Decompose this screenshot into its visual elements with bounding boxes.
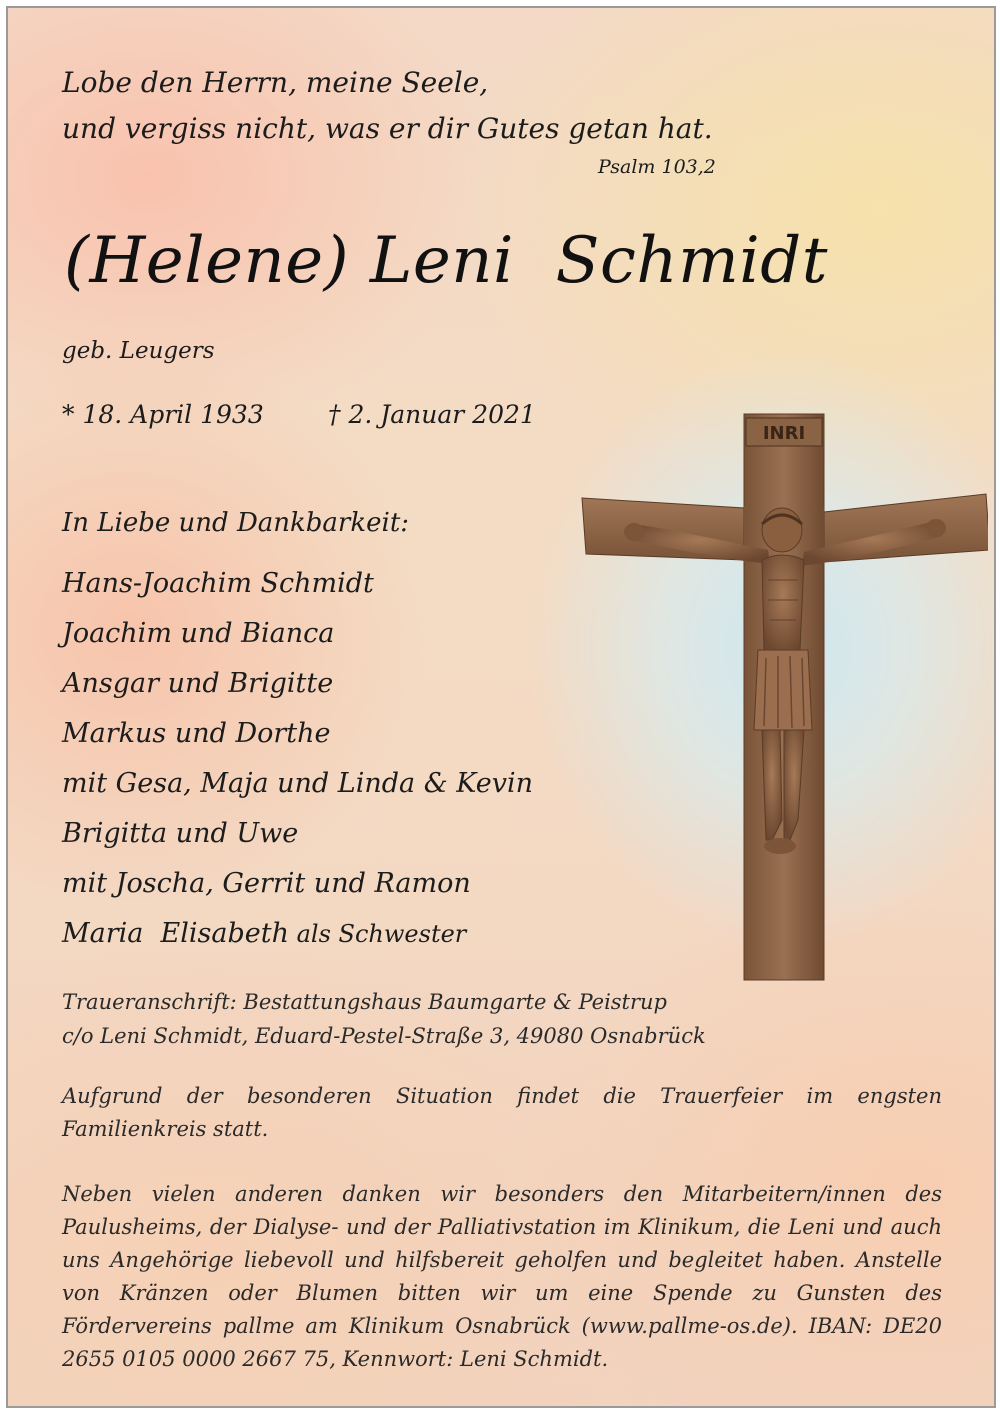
bible-verse-line-1: Lobe den Herrn, meine Seele, <box>62 66 489 99</box>
address-line-2: c/o Leni Schmidt, Eduard-Pestel-Straße 3, 49080 Osnabrück <box>62 1024 706 1048</box>
crucifix-image <box>568 400 988 990</box>
death-date: † 2. Januar 2021 <box>328 400 536 429</box>
address-line-1: Traueranschrift: Bestattungshaus Baumgarte & Peistrup <box>62 990 668 1014</box>
mourner-item: Markus und Dorthe <box>62 718 331 749</box>
obituary-notice <box>6 6 996 1408</box>
mourners-list <box>62 568 533 968</box>
mourner-item: mit Gesa, Maja und Linda & Kevin <box>62 768 534 799</box>
crucifix-icon <box>568 400 988 990</box>
birth-date: * 18. April 1933 <box>62 400 264 429</box>
mourner-item-sister <box>62 918 533 968</box>
mourner-item: mit Joscha, Gerrit und Ramon <box>62 868 471 899</box>
thanks-heading: In Liebe und Dankbarkeit: <box>62 508 410 538</box>
mourner-item: Ansgar und Brigitte <box>62 668 334 699</box>
mourner-item: Joachim und Bianca <box>62 618 335 649</box>
cross-inscription: INRI <box>762 423 806 444</box>
birth-name: geb. Leugers <box>62 338 215 364</box>
acknowledgement-text: Neben vielen anderen danken wir besonders den Mitarbeitern/innen des Paulusheims, der Dialyse- und der Palliativstation im Klinikum, die Leni und auch uns Angehörige liebevoll und hilfsbereit geholfen und begleitet haben. Anstelle von Kränzen oder Blumen bitten wir um eine Spende zu Gunsten des Fördervereins pallme am Klinikum Osnabrück (www.pallme-os.de). IBAN: DE20 2655 0105 0000 2667 75, Kennwort: Leni Schmidt. <box>62 1182 942 1371</box>
deceased-name: (Helene) Leni Schmidt <box>64 224 828 298</box>
funeral-note: Aufgrund der besonderen Situation findet die Trauerfeier im engsten Familienkreis statt. <box>62 1084 942 1141</box>
verse-reference: Psalm 103,2 <box>598 156 716 178</box>
bible-verse-line-2: und vergiss nicht, was er dir Gutes getan hat. <box>62 112 713 145</box>
sister-suffix: als Schwester <box>288 920 467 948</box>
mourner-item: Hans-Joachim Schmidt <box>62 568 374 599</box>
mourner-item: Brigitta und Uwe <box>62 818 299 849</box>
sister-name: Maria Elisabeth <box>62 918 289 949</box>
